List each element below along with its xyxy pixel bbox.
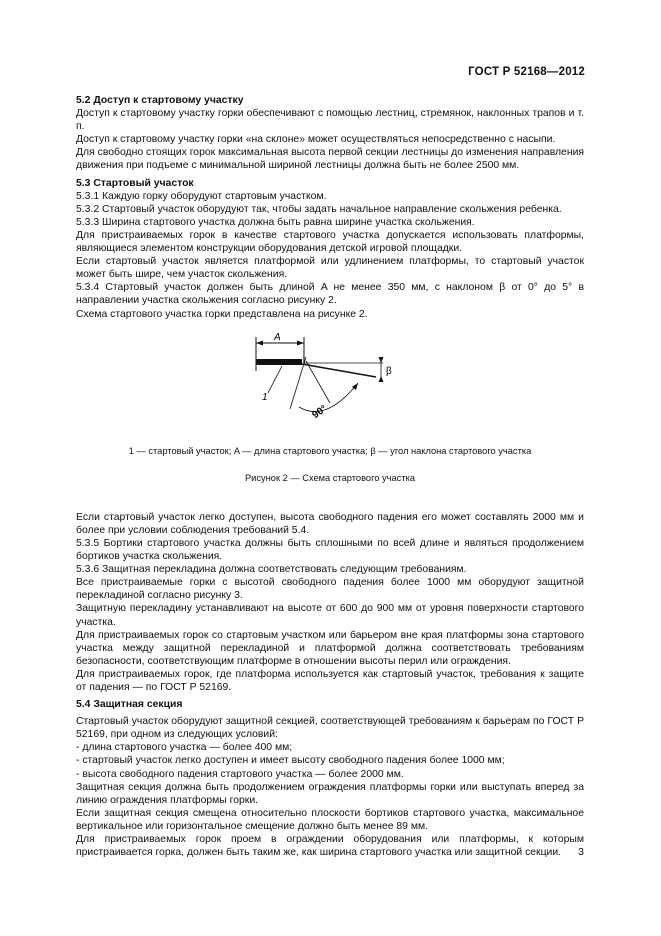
paragraph: Для пристраиваемых горок, где платформа используется как стартовый участок, требования к защите от падения — по ГОСТ Р 52169. — [76, 668, 584, 693]
paragraph: Для свободно стоящих горок максимальная высота первой секции лестницы до изменения направления движения при подъеме с минимальной шириной лестницы должна быть не более 2500 мм. — [76, 147, 584, 172]
label-1: 1 — [262, 391, 268, 403]
paragraph: 5.3.5 Бортики стартового участка должны быть сплошными по всей длине и являться продолжением бортиков участка скольжения. — [76, 537, 584, 563]
label-beta: β — [386, 365, 392, 377]
paragraph: 5.3.6 Защитная перекладина должна соответствовать следующим требованиям. — [76, 564, 467, 576]
paragraph: Для пристраиваемых горок в качестве стартового участка допускается использовать платформы, являющиеся элементом конструкции оборудования детской игровой площадки. — [76, 229, 584, 255]
document-id: ГОСТ Р 52168—2012 — [468, 66, 585, 78]
list-item: - высота свободного падения стартового участка — более 2000 мм. — [76, 768, 404, 780]
page-number: 3 — [578, 846, 584, 858]
paragraph: 5.3.4 Стартовый участок должен быть длиной A не менее 350 мм, с наклоном β от 0° до 5° в направлении участка скольжения согласно рисунку 2. — [76, 282, 584, 307]
figure-2 — [76, 327, 584, 445]
list-item: - стартовый участок легко доступен и имеет высоту свободного падения более 1000 мм; — [76, 755, 505, 767]
paragraph: Если стартовый участок легко доступен, высота свободного падения его может составлять 2000 мм и более при условии соблюдения требований 5.4. — [76, 511, 584, 536]
paragraph: 5.3.3 Ширина стартового участка должна быть равна ширине участка скольжения. — [76, 216, 475, 228]
starting-section-diagram — [246, 327, 416, 445]
figure-caption: Рисунок 2 — Схема стартового участка — [244, 472, 416, 483]
list-item: - длина стартового участка — более 400 мм; — [76, 742, 293, 754]
section-heading-5-3: 5.3 Стартовый участок — [76, 177, 194, 189]
paragraph: Все пристраиваемые горки с высотой свободного падения более 1000 мм оборудуют защитной перекладиной согласно рисунку 3. — [76, 577, 584, 602]
section-heading-5-2: 5.2 Доступ к стартовому участку — [76, 95, 244, 106]
label-a: A — [274, 331, 281, 343]
paragraph: Если стартовый участок является платформой или удлинением платформы, то стартовый участок может быть шире, чем участок скольжения. — [76, 256, 584, 281]
paragraph: Доступ к стартовому участку горки «на склоне» может осуществляться непосредственно с насыпи. — [76, 134, 556, 146]
section-heading-5-4: 5.4 Защитная секция — [76, 699, 183, 711]
paragraph: Схема стартового участка горки представлена на рисунке 2. — [76, 308, 368, 320]
paragraph: Для пристраиваемых горок со стартовым участком или барьером вне края платформы зона стартового участка между защитной перекладиной и платформой должна соответствовать требованиям безопасности, соответствующим платформе в отношении высоты перил или ограждения. — [76, 629, 584, 667]
paragraph: Доступ к стартовому участку горки обеспечивают с помощью лестниц, стремянок, наклонных трапов и т. п. — [76, 108, 584, 133]
paragraph: Если защитная секция смещена относительно плоскости бортиков стартового участка, максимальное вертикальное или горизонтальное смещение должно быть менее 89 мм. — [76, 807, 584, 832]
paragraph: 5.3.1 Каждую горку оборудуют стартовым участком. — [76, 190, 327, 202]
paragraph: 5.3.2 Стартовый участок оборудуют так, чтобы задать начальное направление скольжения ребенка. — [76, 203, 562, 215]
paragraph: Защитную перекладину устанавливают на высоте от 600 до 900 мм от уровня поверхности стартового участка. — [76, 603, 584, 628]
figure-legend: 1 — стартовый участок; A — длина стартового участка; β — угол наклона стартового участка — [128, 445, 532, 456]
paragraph: Стартовый участок оборудуют защитной секцией, соответствующей требованиям к барьерам по ГОСТ Р 52169, при одном из следующих условий: — [76, 716, 584, 741]
paragraph: Защитная секция должна быть продолжением ограждения платформы горки или выступать вперед за линию ограждения платформы горки. — [76, 781, 584, 806]
document-body — [76, 94, 584, 859]
label-angle: 90° — [310, 402, 330, 421]
paragraph: Для пристраиваемых горок проем в ограждении оборудования или платформы, к которым пристраивается горка, должен быть таким же, как ширина стартового участка или защитной секции. — [76, 834, 584, 859]
